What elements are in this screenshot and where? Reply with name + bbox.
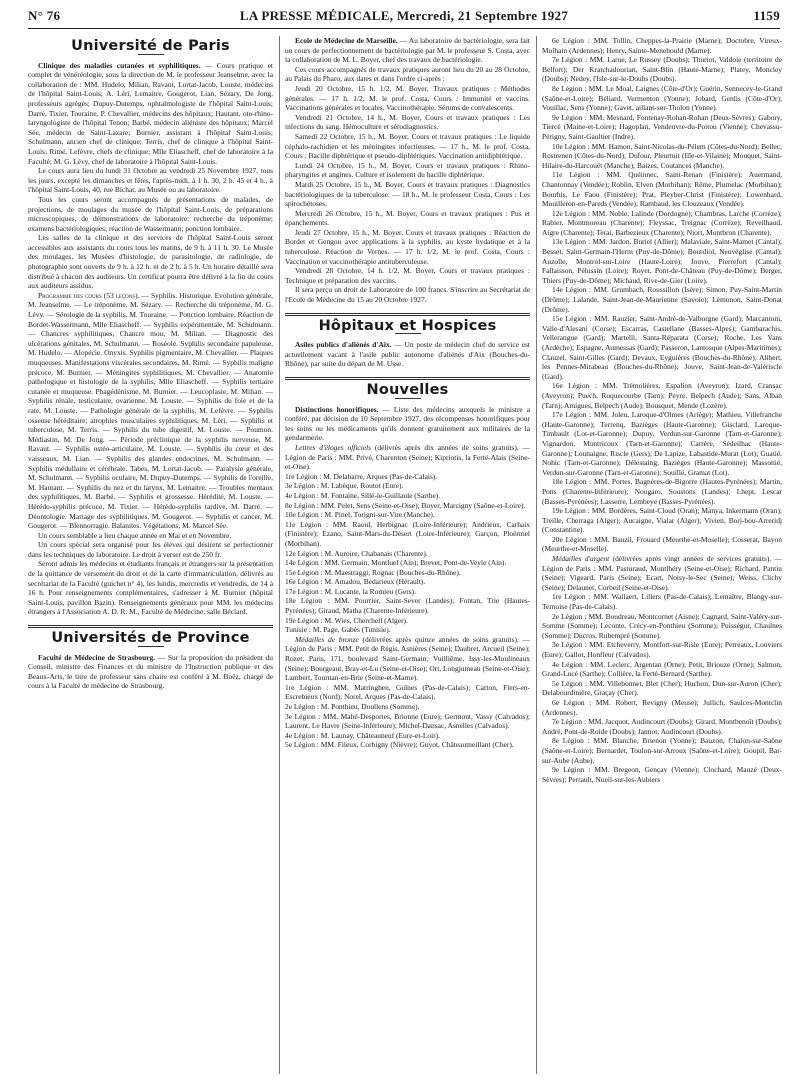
paragraph: Seront admis les médecins et étudiants français et étrangers sur la présentation de la quittance de versement du droit et de la carte d'immatriculation, délivrés au secrétariat de la Faculté (guichet n° 4), les lundis, mercredis et vendredis, de 14 à 16 h. Pour renseignements complémentaires, s'adresser à M. Burnier (hôpital Saint-Louis, pavillon Bazin). Renseignements généraux pour MM. les médecins étrangers à l'Association A. D. R. M., Faculté de Médecine, salle Béclard. (28, 559, 273, 617)
paragraph: Les salles de la clinique et des services de l'hôpital Saint-Louis seront accessibles aux assistants du cours tous les matins, de 9 h. à 11 h. 30. Le Musée des moulages, les Musées d'histologie, de parasitologie, de radiologie, de photographie sont ouverts de 9 h. à 12 h. et de 2 h. à 5 h. Un horaire détaillé sera distribué à chacun des auditeurs. Un certificat pourra être délivré à la fin du cours aux auditeurs assidus. (28, 233, 273, 291)
legion-list: 1re Légion : MM. Matringhen, Guînes (Pas-de-Calais); Carton, Flers-en-Escrebieux (Nord); Norel, Arques (Pas-de-Calais). 2e Légion : M. Ponthieu, Doullens (Somme). 3e Légion : MM. Mahé-Desportes, Brionne (Eure); Germont, Vassy (Calvados); Laurent, Le Havre (Seine-Inférieure); Michel-Dansac, Asnelles (Calvados). 4e Légion : M. Launay, Châteauneuf (Eure-et-Loir). 5e Légion : MM. Fileux, Corbigny (Nièvre); Guyot, Châteaumeillant (Cher). (285, 682, 530, 750)
paragraph: 14e Légion : MM. Grumbach, Roussillon (Isère); Simon, Puy-Saint-Martin (Drôme); Lalande, Saint-Jean-de-Maurienne (Savoie); Lémonon, Saint-Donat (Drôme). (542, 285, 782, 314)
paragraph: 15e Légion : MM. Rauzier, Saint-André-de-Valborgne (Gard); Marcantoni, Valle-d'Alesani (Corse); Escarras, Castellane (Basses-Alpes); Gambarachis, Vellerangue (Gard); Martelli, Santa-Réparata (Corse); Roche, Les Vans (Ardèche); Espagne, Aumessas (Gard); Passeron, Lantosque (Alpes-Maritimes); Clauzel, Saint-Gilles (Gard); Devaux, Eyguières (Bouches-du-Rhône); Alibert, les Pennes-Mirabeau (Bouches-du-Rhône); Jouve, Saint-Jean-de-Valériscle (Gard). (542, 314, 782, 381)
paragraph: Un cours spécial sera organisé pour les élèves qui désirent se perfectionner dans les techniques de laboratoire. Le droit à verser est de 250 fr. (28, 540, 273, 559)
paragraph: Mardi 25 Octobre, 15 h., M. Boyer, Cours et travaux pratiques : Diagnostics bactériologiques de la tuberculose. — 18 h., M. le professeur Costa, Cours : Les spirochétoses. (285, 179, 530, 209)
journal-title: LA PRESSE MÉDICALE, Mercredi, 21 Septembre 1927 (239, 8, 569, 23)
paragraph: Tous les cours seront accompagnés de présentations de malades, de projections, de moulages du musée de l'hôpital Saint-Louis, de préparations microscopiques, de démonstrations de laboratoire: recherche du tréponème; examens bactériologiques; réaction de Wassermann; ponction lombaire. (28, 194, 273, 233)
paragraph (542, 554, 782, 592)
section-title-paris: Université de Paris (71, 38, 230, 54)
column-2 (285, 36, 530, 1076)
paragraph-heading: Lettres d'éloges officiels (295, 442, 372, 452)
issue-number: N° 76 (28, 8, 61, 23)
column-3 (542, 36, 782, 1076)
paragraph (28, 61, 273, 167)
paragraph: Jeudi 20 Octobre, 15 h. 1/2, M. Boyer, Travaux pratiques : Méthodes générales. — 17 h. 1/2, M. le prof. Costa, Cours : Immunité et vaccins. Vaccinations générales et locales. Vaccinothérapie. Sérums de convalescents. (285, 83, 530, 113)
paragraph: 3e Légion : MM. Etcheverry, Montfort-sur-Risle (Eure); Perreaux, Louviers (Eure); Gallot, Honfleur (Calvados). (542, 640, 782, 659)
paragraph-heading: Programme des cours (53 leçons). (38, 290, 140, 300)
paragraph: 5e Légion : MM. Villebonnet, Blet (Cher); Huchon, Dun-sur-Auron (Cher); Delabourdinière, Graçay (Cher). (542, 678, 782, 698)
paragraph: 10e Légion : MM. Hamon, Saint-Nicolas-du-Pélem (Côtes-du-Nord); Bellec, Rostrenen (Côtes-du-Nord); Dufour, Pleurtuit (Ille-et-Vilaine); Mouquet, Saint-Hilaire-du-Harcouët (Manche); Baizes, Coutances (Manche). (542, 141, 782, 170)
paragraph: 12e Légion : MM. Noble, Lalinde (Dordogne); Chambras, Larche (Corrèze); Rabier, Montmoreau (Charente); Fleyssac, Treignac (Corrèze); Reveilhaud, Aigre (Charente); Terai, Barbezieux (Charente); Niort, Montbron (Charente). (542, 208, 782, 237)
paragraph: Lundi 24 Octobre, 15 h., M. Boyer, Cours et travaux pratiques : Rhino-pharyngites et angines. Culture et isolement du bacille diphtérique. (285, 160, 530, 180)
section-divider (285, 377, 530, 380)
paragraph: 7e Légion : MM. Jacquot, Audincourt (Doubs); Girard, Montbenoît (Doubs); André, Pont-de-Roide (Doubs); Jannot, Audincourt (Doubs). (542, 717, 782, 736)
paragraph: 7e Légion : MM. Larue, Le Russey (Doubs); Thuriot, Valdoie (territoire de Belfort); Der Kratchadourian, Saint-Blin (Haute-Marne); Platey, Moncley (Doubs); Nedey, l'Isle-sur-le-Doubs (Doubs). (542, 55, 782, 84)
paragraph: Ces cours accompagnés de travaux pratiques auront lieu du 20 au 28 Octobre, au Palais du Pharo, aux dates et dans l'ordre ci-après : (285, 64, 530, 84)
paragraph: 17e Légion : MM. Joleu, Laroque-d'Olmes (Ariège); Mathieu, Villefranche (Haute-Garonne); Terrenq, Bazièges (Haute-Garonne); Gisclard, Laroque-Timbault (Lot-et-Garonne); Dupuy, Verdun-sur-Garonne (Tarn-et-Garonne); Vignardou, Montricoux (Tarn-et-Garonne); Carrère, Sédeilhac (Haute-Garonne); Lounaigne, Riscle (Gers); De Lapize, Labastide-Murat (Lot); Guatié, Nohic (Tarn-et-Garonne); Délestaing, Bazièges (Haute-Garonne); Massonié, Verdun-sur-Garonne (Tarn-et-Garonne); Souillé, Gramat (Lot). (542, 410, 782, 477)
paragraph: 6e Légion : MM. Robert, Revigny (Meuse); Jullich, Saulces-Montclin (Ardennes). (542, 697, 782, 717)
paragraph: Jeudi 27 Octobre, 15 h., M. Boyer, Cours et travaux pratiques : Réaction de Bordet et Gengou avec applications à la syphilis, au kyste hydatique et à la tuberculose. Réaction de Vernes. — 17 h. 1/2, M. le prof. Costa, Cours : Vaccination et vaccinothérapie antituberculeuse. (285, 227, 530, 266)
paragraph: 8e Légion : MM. Le Moal, Laignes (Côte-d'Or); Guérin, Sennecey-le-Grand (Saône-et-Loire); Béliard, Vermenton (Yonne); Jobard, Genlis (Côte-d'Or); Vouillac, Sens (Yonne); Gavet, aillant-sur-Tholon (Yonne). (542, 83, 782, 113)
paragraph: 9e Légion : MM. Mesnard, Fontenay-Rohan-Rohan (Deux-Sèvres); Gabory, Tiercé (Maine-et-Loire); Hagoplan, Vendeuvre-du-Poitou (Vienne); Chevassu-Périgny, Saint-Gaultier (Indre). (542, 112, 782, 141)
legion-list: 1re Légion : M. Delabarre, Arques (Pas-de-Calais). 3e Légion : M. Labèque, Routot (Eure). 4e Légion : M. Fontaine, Sillé-le-Guillaule (Sarthe). 8e Légion : MM. Pelet, Sens (Seine-et-Oise); Boyer, Marcigny (Saône-et-Loire). 10e Légion : M. Pinel, Torigni-sur-Vire (Manche). 11e Légion : MM. Raoul, Herbignac (Loire-Inférieure); Andrieux, Carhaix (Finistère); Ezano, Saint-Mars-du-Désert (Loire-Inférieure); Garçon, Ploërmel (Morbihan). 12e Légion : M. Auroire, Chabanais (Charente). 14e Légion : MM. Germain, Montluel (Ain); Brevet, Pont-de-Veyle (Ain). 15e Légion : M. Maestraggi, Rognac (Bouches-du-Rhône). 16e Légion : M. Amadou, Bédarieux (Hérault). 17e Légion : M. Lucante, la Romieu (Gers). 18e Légion : MM. Pourrier, Saint-Sever (Landes); Fontan, Trie (Hautes-Pyrénées); Giraud, Matha (Charente-Inférieure). 19e Légion : M. Wies, Cherchell (Alger). Tunisie : M. Page, Gabès (Tunisie). (285, 471, 530, 635)
paragraph: Samedi 22 Octobre, 15 h., M. Boyer, Cours et travaux pratiques : Le liquide céphalo-rachidien et les méningites infectieuses. — 17 h., M. le prof. Costa, Cours : Bacille diphtérique et pseudo-diphtériques. Vaccination antidiphtérique. (285, 131, 530, 161)
paragraph: 18e Légion : MM. Portes, Bagnères-de-Bigorre (Hautes-Pyrénées); Martin, Pons (Charente-Inférieure); Nougaro, Soustons (Landes); Lhept, Lescar (Basses-Pyrénées); Lasserre, Lembeye (Basses-Pyrénées). (542, 477, 782, 506)
paragraph: Un cours semblable a lieu chaque année en Mai et en Novembre. (38, 530, 232, 540)
paragraph (285, 443, 530, 472)
paragraph (285, 635, 530, 683)
column-1 (28, 36, 273, 1076)
paragraph-heading: Clinique des maladies cutanées et syphilitiques. (38, 60, 201, 70)
paragraph: 16e Légion : MM. Trémolières, Espalion (Aveyron); Izard, Cransac (Aveyron); Puech, Roquecourbe (Tarn); Peyre, Belpech (Aude); Sans, Alban (Tarn); Amigues, Belpech (Aude); Bousquet, Mende (Lozère). (542, 381, 782, 410)
paragraph-text: (délivrées après quinze années de soins gratuits). — Légion de Paris : MM. Petit de Régis, Asnières (Seine); Daubret, Arcueil (Seine); Rozet, Paris, 171, boulevard Saint-Germain; Vuilliême, Issy-les-Moulineaux (Seine); Bourgeaut, Bray-et-Lu (Seine-et-Oise); Ort, Longjumeau (Seine-et-Oise); Lambert, Tournan-en-Brie (Seine-et-Marne). (285, 634, 530, 683)
paragraph-text: — Cours pratique et complet de vénéréologie, sous la direction de M. le professeur Jeanselme, avec la collaboration de : MM. Hudelo, Milian, Ravaut, Lortat-Jacob, Louste, médecins de l'hôpital Saint-Louis; A. Léri, Lemaitre, Gougerot, Lian, Sézary, De Jong, professeurs agrégés; Dupuy-Dutemps, ophtalmologiste de l'hôpital Saint-Louis; Darré, Tixier, Touraine, P. Chevallier, médecins des hôpitaux; Hautant, oto-rhino-laryngologiste de l'hôpital Tenon; Barbé, médecin aliéniste des hôpitaux; Marcel Sée, médecin de Saint-Lazare; Burnier, assistant à l'hôpital Saint-Louis; Schulmann, ancien chef de clinique; Terris, chef de clinique à l'hôpital Saint-Louis; Rimé, Lefèvre, chefs de clinique; Mlle Eliascheff, chef de laboratoire à la Faculté; M. G. Lévy, chef de laboratoire à l'hôpital Saint-Louis. (28, 60, 273, 166)
column-rule-2 (536, 36, 537, 1074)
paragraph-text: — Un poste de médecin chef de service est actuellement vacant à l'asile public autonome d'aliénés d'Aix (Bouches-du-Rhône), par suite du départ de M. Usse. (285, 340, 530, 369)
paragraph-heading: Ecole de Médecine de Marseille. (295, 36, 398, 45)
paragraph-text: — Liste des médecins auxquels le ministre a conféré, par décision du 10 Septembre 1927, des récompenses honorifiques pour les soins ou les médicaments qu'ils donnent gratuitement aux militaires de la gendarmerie. (285, 404, 530, 443)
paragraph: 4e Légion : MM. Leclerc, Argentan (Orne); Petit, Briouze (Orne); Salmon, Grand-Lucé (Sarthe); Collière, la Ferté-Bernard (Sarthe). (542, 659, 782, 679)
paragraph: 11e Légion : MM. Quéinnec, Saint-Renan (Finistère); Auermand, Chantonnay (Vendée); Roblin, Elven (Morbihan); Rême, Plumelac (Morbihan); Bourhis, Le Faou (Finistère); Prat, Pleyber-Christ (Finistère); Lowenhard, Mouilleron-en-Pareds (Vendée); Rambaud, les Clouzeaux (Vendée). (542, 170, 782, 209)
paragraph (285, 340, 530, 369)
paragraph-heading: Asiles publics d'aliénés d'Aix. (295, 340, 392, 350)
paragraph-text: — Au laboratoire de bactériologie, sera fait un cours de perfectionnement de bactériologie par M. le professeur S. Costa, avec la collaboration de M. L. Boyer, chef des travaux de bactériologie. (285, 36, 530, 65)
paragraph: 20e Légion : MM. Bauzil, Frouard (Meurthe-et-Moselle); Cosserat, Bayon (Meurthe-et-Moselle). (542, 534, 782, 554)
paragraph-heading: Médailles d'argent (552, 554, 610, 564)
paragraph: 13e Légion : MM. Jardon, Buriel (Allier); Malaviale, Saint-Mamet (Cantal); Besset, Saint-Germain-l'Herm (Puy-de-Dôme); Bourdiol, Neuvéglise (Cantal); Auzolle, Montrol-sur-Loire (Haute-Loire); Jouve, Pierrefort (Cantal); Fallaisson, Pélussin (Loire); Royet, Pont-de-Château (Puy-de-Dôme); Berger, Thiers (Puy-de-Dôme); Michaud, Rive-de-Gier (Loire). (542, 237, 782, 285)
paragraph: 2e Légion : MM. Boudreau, Montcornet (Aisne); Cagnard, Saint-Valéry-sur-Somme (Somme); Leconte, Crécy-en-Ponthieu (Somme); Puisségur, Chaulnes (Somme); Ducros, Rubempré (Somme). (542, 611, 782, 640)
paragraph: 19e Légion : MM. Bordères, Saint-Cloud (Oran); Manya, Inkermann (Oran); Treille, Cherraga (Alger); Aucaigne, Vialar (Alger); Vivien, Borj-bou-Arreridj (Constantine). (542, 506, 782, 535)
page-header (28, 6, 780, 29)
paragraph: 9e Légion : MM. Bregeon, Gençay (Vienne); Clochard, Mauzé (Deux-Sèvres); Perrault, Nueil-sur-les-Aubiers (542, 765, 782, 784)
section-title-nouvelles: Nouvelles (366, 382, 449, 398)
paragraph: Le cours aura lieu du lundi 31 Octobre au vendredi 25 Novembre 1927, tous les jours, excepté les dimanches et fêtes, l'après-midi, à 1 h. 30, 2 h. 45 et 4 h., à l'hôpital Saint-Louis, 40, rue Bichat, au Musée ou au laboratoire. (28, 166, 273, 195)
column-rule-1 (279, 36, 280, 1074)
paragraph: Vendredi 21 Octobre, 14 h., M. Boyer, Cours et travaux pratiques : Les infections du sang. Hémoculture et sérodiagnostics. (285, 112, 530, 132)
section-divider (285, 313, 530, 316)
paragraph: Il sera perçu un droit de Laboratoire de 100 francs. S'inscrire au Secrétariat de l'Ecole de Médecine du 15 au 20 Octobre 1927. (285, 285, 530, 305)
paragraph (285, 405, 530, 443)
paragraph-text: (délivrés après dix années de soins gratuits). — Légion de Paris : MM. Privé, Charenton (Seine); Kipriotis, la Ferté-Alais (Seine-et-Oise). (285, 442, 530, 472)
section-title-province: Universités de Province (51, 630, 250, 647)
paragraph: 8e Légion : MM. Blanche, Brienon (Yonne); Bauzon, Chalon-sur-Saône (Saône-et-Loire); Bernardet, Toulon-sur-Arroux (Saône-et-Loire); Goupil, Bar-sur-Aube (Aube). (542, 736, 782, 765)
paragraph: 1re Légion : MM. Wallaert, Lillers (Pas-de-Calais); Lemaître, Blangy-sur-Ternoise (Pas-de-Calais). (542, 592, 782, 612)
paragraph-text: — Sur la proposition du président du Conseil, ministre des Finances et du ministre de l'Instruction publique et des Beaux-Arts, le titre de professeur sans chaire est conféré à M. Boëz, chargé de cours à la Faculté de médecine de Strasbourg. (28, 652, 273, 691)
paragraph-heading: Faculté de Médecine de Strasbourg. (38, 652, 156, 662)
paragraph: Mercredi 26 Octobre, 15 h., M. Boyer, Cours et travaux pratiques : Pus et épanchements. (285, 208, 530, 228)
paragraph (285, 36, 530, 65)
section-divider (28, 625, 273, 628)
page-number: 1159 (753, 8, 780, 23)
paragraph-text: — Syphilis. Historique. Evolution générale, M. Jeanselme. — Le tréponème, M. Sézary. — Recherche du tréponème, M. G. Lévy. — Sérologie de la syphilis, M. Touraine. — Ponction lombaire. Réaction de Bordet-Wassermann, Mlle Eliascheff. — Syphilis expérimentale, M. Schulmann. — Chancres syphilitiques, Chancre mou, M. Milian. — Diagnostic des ulcérations génitales, M. Schulmann. — Roséole. Syphilis secondaire papuleuse, M. Hudelo. — Alopécie. Onyxis. Syphilis pigmentaire, M. Chevallier. — Plaques muqueuses. Manifestations viscérales secondaires, M. Rimé. — Syphilis maligne précoce, M. Burnier. — Méningites syphilitiques, M. Chevallier. — Anatomie pathologique et histologie de la syphilis, Mlle Eliascheff. — Syphilis tertiaire cutanée et muqueuse. Phagédénisme, M. Burnier. — Leucoplasie, M. Milian. — Syphilis rénale, testiculaire, ovarienne, M. Louste. — Syphilis du foie et de la rate, M. Louste. — Pathologie générale de la syphilis, M. Lefèvre. — Syphilis osseuse héréditaire; atrophies musculaires syphilitiques, M. Léri. — Syphilis et tuberculose, M. Terris. — Syphilis du tube digestif, M. Louste. — Poumon. Médiastin, M. De Jong. — Période préclinique de la syphilis nerveuse, M. Ravaut. — Syphilis ostéo-articulaire, M. Louste. — Syphilis du cœur et des vaisseaux, M. Lian. — Syphilis des glandes endocrines, M. Schulmann. — Syphilis médullaire et cérébrale. Tabes, M. Lortat-Jacob. — Paralysie générale, M. Schulmann. — Syphilis oculaire, M. Dupuy-Dutemps. — Syphilis de l'oreille, M. Hautant. — Syphilis du nez et du larynx, M. Lemaitre. — Troubles mentaux des syphilitiques, M. Barbé. — Syphilis et grossesse. Hérédité, M. Louste. — Hérédo-syphilis précoce, M. Tixier. — Hérédo-syphilis tardive, M. Darré. — Déontologie. Mariage des syphilitiques, M. Gougerot. — Syphilis et cancer, M. Gougerot. — Blennorragie. Balanites. Végétations, M. Marcel Sée. (28, 290, 273, 531)
paragraph-heading: Médailles de bronze (295, 634, 359, 644)
paragraph: Vendredi 28 Octobre, 14 h. 1/2, M. Boyer, Cours et travaux pratiques : Technique et préparation des vaccins. (285, 266, 530, 285)
paragraph (28, 291, 273, 531)
paragraph-text: (délivrées après vingt années de services gratuits). — Légion de Paris : MM. Pasturaud, Montlhéry (Seine-et-Oise); Richard, Pantin (Seine); Vigeard, Paris (Seine); Ecart, Noisy-le-Sec (Seine); Weiss, Clichy (Seine); Delaunet, Corbeil (Seine-et-Oise). (542, 554, 782, 592)
paragraph (28, 653, 273, 691)
section-title-hopitaux: Hôpitaux et Hospices (318, 317, 497, 334)
paragraph-heading: Distinctions honorifiques. (295, 404, 379, 414)
paragraph: 6e Légion : MM. Tollin, Cheppes-la-Prairie (Marne); Doctobre, Vireux-Molhain (Ardennes); Henry, Sainte-Menehould (Marne). (542, 36, 782, 55)
